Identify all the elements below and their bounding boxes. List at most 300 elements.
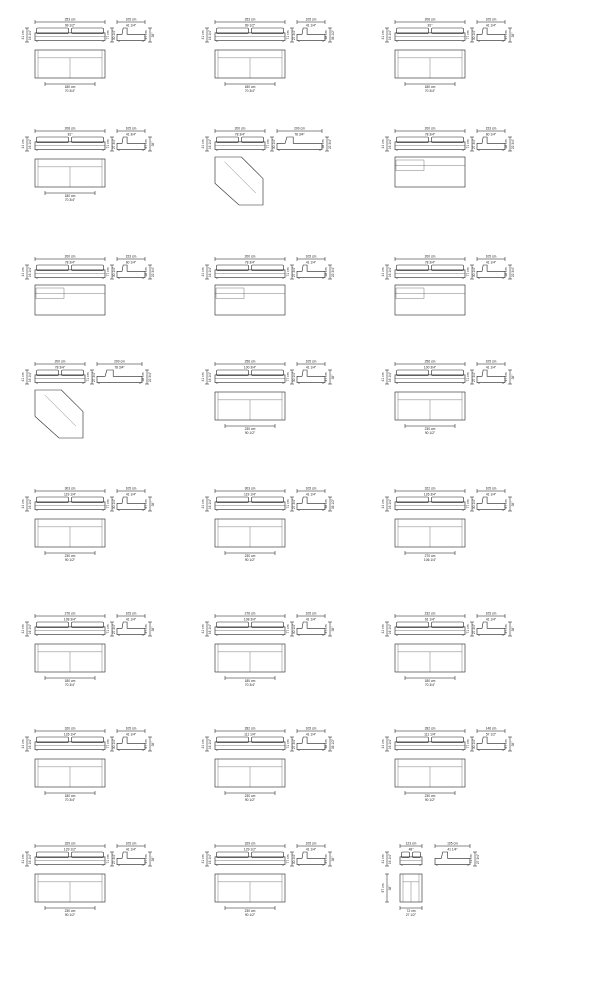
- dimension-label: 38 1/2": [331, 29, 335, 41]
- dimension-label: 27 3/4": [292, 29, 296, 41]
- dimension-label: 153 cm: [125, 254, 137, 259]
- dimension-label: 16 1/4": [388, 738, 392, 750]
- dimension-label: 71 cm: [106, 139, 110, 149]
- dimension-label: 27 3/4": [112, 853, 116, 865]
- dimension-label: 41 cm: [381, 139, 385, 149]
- dimension-label: 27 3/4": [472, 623, 476, 635]
- dimension-label: 108 3/4": [63, 617, 77, 622]
- dimension-label: 41 cm: [21, 624, 25, 634]
- dimension-label: 78 3/4": [54, 365, 66, 370]
- dimension-label: 27 3/4": [472, 138, 476, 150]
- sofa-side-profile: [477, 137, 505, 150]
- dimension-label: 71 cm: [86, 372, 90, 382]
- dimension-label: 16 1/4": [208, 738, 212, 750]
- dimension-label: 98 cm: [324, 30, 328, 40]
- dimension-label: 16 1/4": [28, 138, 32, 150]
- dimension-label: 77 cm: [106, 739, 110, 749]
- dimension-label: 123 cm: [405, 841, 417, 846]
- dimension-label: 38": [388, 885, 392, 891]
- dimension-label: 72 cm: [406, 909, 416, 913]
- dimension-label: 22 3/4": [331, 266, 335, 278]
- dimension-label: 146 cm: [485, 726, 497, 731]
- dimension-label: 78 3/4": [234, 132, 246, 137]
- dimension-label: 41 1/4": [485, 23, 497, 28]
- dimension-label: 105 cm: [305, 486, 317, 491]
- dimension-label: 97 cm: [504, 372, 508, 382]
- dimension-label: 320 cm: [64, 726, 76, 731]
- dimension-label: 98 cm: [324, 499, 328, 509]
- dimension-label: 77 cm: [106, 499, 110, 509]
- dimension-label: 30 1/4": [472, 498, 476, 510]
- dimension-label: 200 cm: [64, 254, 76, 259]
- dimension-label: 78 3/4": [294, 132, 305, 137]
- sofa-configuration-1: [21, 18, 155, 94]
- dimension-label: 41 1/4": [125, 732, 137, 737]
- dimension-label: 30 1/4": [112, 29, 116, 41]
- dimension-label: 60 1/4": [125, 260, 137, 265]
- dimension-label: 270 cm: [424, 554, 436, 558]
- dimension-label: 41 cm: [381, 624, 385, 634]
- sofa-side-profile: [297, 737, 325, 750]
- dimension-label: 41 1/4": [485, 617, 497, 622]
- dimension-label: 41 cm: [381, 499, 385, 509]
- dimension-label: 105 cm: [305, 254, 317, 259]
- dimension-label: 41 1/4": [305, 260, 317, 265]
- dimension-label: 16 1/4": [388, 853, 392, 865]
- dimension-label: 41 cm: [201, 624, 205, 634]
- sofa-side-profile: [297, 28, 325, 41]
- dimension-label: 70 3/4": [244, 89, 256, 93]
- dimension-label: 27 3/4": [92, 371, 96, 383]
- dimension-label: 38": [511, 32, 515, 38]
- dimension-label: 38": [331, 626, 335, 632]
- sofa-configuration-10: [21, 360, 152, 439]
- dimension-label: 71 cm: [286, 499, 290, 509]
- dimension-label: 180 cm: [64, 85, 76, 89]
- dimension-label: 180 cm: [64, 194, 76, 198]
- dimension-label: 41 cm: [21, 372, 25, 382]
- dimension-label: 90 1/2": [64, 558, 76, 562]
- sofa-configuration-4: [21, 127, 155, 203]
- dimension-label: 180 cm: [424, 85, 436, 89]
- dimension-label: 77 cm: [466, 267, 470, 277]
- dimension-label: 276 cm: [64, 611, 76, 616]
- dimension-label: 70 3/4": [424, 89, 436, 93]
- dimension-label: 230 cm: [244, 554, 256, 558]
- dimension-label: 70 3/4": [64, 798, 76, 802]
- dimension-label: 41 1/4": [125, 23, 137, 28]
- dimension-label: 230 cm: [244, 794, 256, 798]
- dimension-label: 97 cm: [504, 624, 508, 634]
- sofa-configuration-11: [201, 360, 335, 436]
- dimension-label: 200 cm: [54, 359, 66, 364]
- sofa-side-profile: [297, 852, 325, 865]
- dimension-label: 126 1/4": [63, 732, 77, 737]
- sofa-side-profile: [97, 370, 142, 383]
- dimension-label: 100 3/4": [243, 365, 257, 370]
- dimension-label: 200 cm: [424, 254, 436, 259]
- dimension-label: 41 cm: [381, 854, 385, 864]
- dimension-label: 71 cm: [466, 624, 470, 634]
- dimension-label: 282 cm: [244, 726, 256, 731]
- dimension-label: 71 cm: [466, 372, 470, 382]
- sofa-configuration-18: [381, 612, 515, 688]
- dimension-label: 105 cm: [485, 486, 497, 491]
- dimension-label: 58 cm: [504, 267, 508, 277]
- corner-sofa-plan: [35, 390, 83, 438]
- dimension-label: 71 cm: [286, 30, 290, 40]
- dimension-label: 105 cm: [305, 359, 317, 364]
- dimension-label: 90 1/2": [244, 431, 256, 435]
- chaise-plan-outline: [395, 285, 465, 315]
- dimension-label: 41 1/4": [125, 492, 137, 497]
- chaise-plan-outline: [395, 157, 465, 187]
- dimension-label: 97 cm: [144, 624, 148, 634]
- sofa-configuration-15: [381, 487, 515, 563]
- dimension-label: 16 1/4": [28, 266, 32, 278]
- dimension-label: 77 cm: [266, 139, 270, 149]
- dimension-label: 16 1/4": [208, 623, 212, 635]
- dimension-label: 41 cm: [201, 739, 205, 749]
- dimension-label: 16 1/4": [208, 498, 212, 510]
- dimension-label: 71 cm: [466, 139, 470, 149]
- dimension-label: 97 cm: [144, 499, 148, 509]
- dimension-label: 81": [427, 23, 433, 28]
- dimension-label: 27 3/4": [476, 853, 480, 865]
- dimension-label: 77 cm: [106, 267, 110, 277]
- dimension-label: 230 cm: [244, 427, 256, 431]
- sofa-configuration-16: [21, 612, 155, 688]
- sofa-configuration-6: [381, 127, 515, 188]
- dimension-label: 129 1/2": [63, 847, 77, 852]
- sofa-configuration-23: [201, 842, 335, 918]
- dimension-label: 38": [511, 741, 515, 747]
- dimension-label: 58 cm: [141, 372, 145, 382]
- dimension-label: 38": [511, 501, 515, 507]
- dimension-label: 58 cm: [504, 139, 508, 149]
- dimension-label: 253 cm: [244, 17, 256, 22]
- sofa-side-profile: [477, 622, 505, 635]
- dimension-label: 105 cm: [125, 841, 137, 846]
- dimension-label: 230 cm: [424, 427, 436, 431]
- chaise-plan-outline: [215, 285, 285, 315]
- dimension-label: 106 1/4": [423, 558, 437, 562]
- dimension-label: 180 cm: [64, 679, 76, 683]
- dimension-label: 303 cm: [244, 486, 256, 491]
- dimension-label: 41 1/4": [125, 847, 137, 852]
- dimension-label: 97 cm: [504, 30, 508, 40]
- chaise-plan-outline: [35, 285, 105, 315]
- dimension-label: 97 cm: [144, 739, 148, 749]
- dimension-label: 16 1/4": [388, 138, 392, 150]
- dimension-label: 329 cm: [64, 841, 76, 846]
- dimension-label: 91 1/4": [424, 617, 436, 622]
- dimension-label: 22 3/4": [151, 266, 155, 278]
- dimension-label: 41 cm: [201, 267, 205, 277]
- dimension-label: 105 cm: [305, 17, 317, 22]
- dimension-label: 41 1/4": [485, 365, 497, 370]
- dimension-label: 58 cm: [144, 267, 148, 277]
- dimension-label: 230 cm: [64, 909, 76, 913]
- dimension-label: 41 1/4": [485, 260, 497, 265]
- dimension-label: 105 cm: [125, 126, 137, 131]
- dimension-label: 30 1/4": [272, 138, 276, 150]
- sofa-side-profile: [477, 370, 505, 383]
- dimension-label: 200 cm: [294, 126, 305, 131]
- dimension-label: 71 cm: [286, 267, 290, 277]
- dimension-label: 90 1/2": [244, 558, 256, 562]
- dimension-label: 200 cm: [244, 254, 256, 259]
- dimension-label: 41 1/4": [305, 23, 317, 28]
- dimension-label: 16 1/4": [208, 853, 212, 865]
- dimension-label: 100 3/4": [423, 365, 437, 370]
- dimension-label: 90 1/2": [244, 913, 256, 917]
- dimension-label: 41 1/4": [125, 617, 137, 622]
- dimension-label: 60 1/4": [485, 132, 497, 137]
- sofa-configuration-9: [381, 255, 515, 316]
- dimension-label: 97 cm: [144, 854, 148, 864]
- sofa-configuration-20: [201, 727, 335, 803]
- dimension-label: 97 cm: [504, 739, 508, 749]
- dimension-label: 16 1/4": [28, 29, 32, 41]
- corner-sofa-plan: [215, 157, 263, 205]
- dimension-label: 71 cm: [106, 854, 110, 864]
- dimension-label: 41 1/4": [447, 847, 458, 852]
- dimension-label: 99 1/2": [244, 23, 256, 28]
- dimension-label: 71 cm: [286, 739, 290, 749]
- dimension-label: 38": [331, 374, 335, 380]
- dimension-label: 30 1/4": [112, 498, 116, 510]
- dimension-label: 41 cm: [381, 739, 385, 749]
- dimension-label: 78 3/4": [424, 132, 436, 137]
- dimension-label: 90 1/2": [424, 431, 436, 435]
- dimension-label: 200 cm: [114, 359, 125, 364]
- dimension-label: 27 3/4": [112, 623, 116, 635]
- dimension-label: 38": [151, 501, 155, 507]
- dimension-label: 90 1/2": [244, 798, 256, 802]
- dimension-label: 70 3/4": [64, 198, 76, 202]
- dimension-label: 111 1/4": [424, 732, 436, 737]
- dimension-label: 99 1/2": [64, 23, 76, 28]
- sofa-side-profile: [297, 370, 325, 383]
- sofa-configuration-14: [201, 487, 335, 563]
- dimension-label: 27 3/4": [472, 371, 476, 383]
- dimension-label: 180 cm: [64, 794, 76, 798]
- dimension-label: 16 1/4": [28, 371, 32, 383]
- sofa-side-profile: [117, 497, 145, 510]
- dimension-label: 230 cm: [424, 794, 436, 798]
- sofa-side-profile: [117, 137, 145, 150]
- sofa-configuration-5: [201, 127, 332, 206]
- sofa-configuration-7: [21, 255, 155, 316]
- dimension-label: 41 1/4": [305, 365, 317, 370]
- sofa-side-profile: [297, 497, 325, 510]
- dimension-label: 41 cm: [381, 30, 385, 40]
- dimension-label: 322 cm: [424, 486, 436, 491]
- dimension-label: 256 cm: [424, 359, 436, 364]
- sofa-configuration-21: [381, 727, 515, 803]
- dimension-label: 27 3/4": [292, 738, 296, 750]
- dimension-label: 71 cm: [106, 624, 110, 634]
- dimension-label: 105 cm: [485, 611, 497, 616]
- sofa-side-profile: [117, 622, 145, 635]
- dimension-label: 41 1/4": [305, 617, 317, 622]
- dimension-label: 16 1/4": [28, 853, 32, 865]
- dimension-label: 97 cm: [504, 499, 508, 509]
- dimension-label: 180 cm: [424, 679, 436, 683]
- dimension-label: 30 1/4": [292, 623, 296, 635]
- dimension-label: 256 cm: [244, 359, 256, 364]
- dimension-label: 329 cm: [244, 841, 256, 846]
- dimension-label: 16 1/4": [208, 29, 212, 41]
- dimension-label: 30 1/4": [472, 738, 476, 750]
- dimension-label: 153 cm: [485, 126, 497, 131]
- dimension-label: 105 cm: [485, 359, 497, 364]
- dimension-label: 77 cm: [286, 372, 290, 382]
- sofa-side-profile: [477, 497, 505, 510]
- dimension-label: 41 cm: [21, 139, 25, 149]
- dimension-label: 16 1/4": [28, 738, 32, 750]
- dimension-label: 16 1/4": [208, 138, 212, 150]
- sofa-configuration-8: [201, 255, 335, 316]
- dimension-label: 105 cm: [485, 17, 497, 22]
- dimension-label: 38": [331, 856, 335, 862]
- sofa-configuration-24: [381, 842, 480, 918]
- dimension-label: 22 3/4": [511, 266, 515, 278]
- dimension-label: 105 cm: [447, 841, 458, 846]
- dimension-label: 303 cm: [64, 486, 76, 491]
- dimension-label: 90 1/2": [424, 798, 436, 802]
- dimension-label: 77 cm: [286, 624, 290, 634]
- dimension-label: 105 cm: [125, 17, 137, 22]
- dimension-label: 105 cm: [125, 726, 137, 731]
- sofa-side-profile: [297, 622, 325, 635]
- sofa-side-profile: [435, 852, 470, 865]
- dimension-label: 27 1/2": [405, 913, 417, 917]
- dimension-label: 180 cm: [244, 85, 256, 89]
- dimension-label: 30 1/4": [472, 266, 476, 278]
- dimension-label: 105 cm: [125, 611, 137, 616]
- dimension-label: 97 cm: [324, 624, 328, 634]
- dimension-label: 16 1/4": [388, 371, 392, 383]
- dimension-label: 38": [151, 626, 155, 632]
- dimension-label: 97 cm: [381, 883, 385, 893]
- dimension-label: 41 cm: [21, 854, 25, 864]
- dimension-label: 41 cm: [201, 854, 205, 864]
- dimension-label: 41 1/4": [305, 847, 317, 852]
- dimension-label: 70 3/4": [64, 683, 76, 687]
- dimension-label: 78 3/4": [64, 260, 76, 265]
- sofa-side-profile: [477, 265, 505, 278]
- dimension-label: 38 1/2": [331, 498, 335, 510]
- dimension-label: 208 cm: [64, 126, 76, 131]
- dimension-label: 38": [511, 626, 515, 632]
- dimension-label: 41 cm: [201, 30, 205, 40]
- dimension-label: 70 3/4": [424, 683, 436, 687]
- dimension-label: 30 1/4": [472, 29, 476, 41]
- dimension-label: 200 cm: [424, 126, 436, 131]
- dimension-label: 232 cm: [424, 611, 436, 616]
- dimension-label: 230 cm: [244, 909, 256, 913]
- sofa-configuration-12: [381, 360, 515, 436]
- dimension-label: 38": [151, 856, 155, 862]
- dimension-label: 180 cm: [244, 679, 256, 683]
- sofa-side-profile: [477, 737, 505, 750]
- dimension-label: 105 cm: [305, 611, 317, 616]
- dimension-label: 77 cm: [466, 499, 470, 509]
- sofa-side-profile: [477, 28, 505, 41]
- dimension-label: 16 1/4": [28, 623, 32, 635]
- sofa-configuration-17: [201, 612, 335, 688]
- dimension-label: 41 cm: [21, 267, 25, 277]
- dimension-label: 119 1/4": [244, 492, 256, 497]
- dimension-label: 41 cm: [381, 267, 385, 277]
- dimension-label: 16 1/4": [388, 29, 392, 41]
- dimension-label: 41 1/4": [305, 492, 317, 497]
- dimension-label: 111 1/4": [244, 732, 256, 737]
- dimension-label: 41 3/4": [125, 132, 137, 137]
- dimension-label: 16 1/4": [388, 266, 392, 278]
- dimension-label: 98 cm: [324, 739, 328, 749]
- dimension-label: 119 1/4": [64, 492, 76, 497]
- sofa-side-profile: [117, 265, 145, 278]
- sofa-side-profile: [297, 265, 325, 278]
- dimension-label: 41 cm: [21, 739, 25, 749]
- sofa-configuration-2: [201, 18, 335, 94]
- dimension-label: 38": [151, 32, 155, 38]
- dimension-label: 71 cm: [469, 854, 473, 864]
- dimension-label: 253 cm: [64, 17, 76, 22]
- dimension-label: 16 1/4": [208, 371, 212, 383]
- dimension-label: 22 3/4": [148, 371, 152, 383]
- sofa-side-profile: [277, 137, 322, 150]
- dimension-label: 77 cm: [106, 30, 110, 40]
- dimension-label: 200 cm: [234, 126, 246, 131]
- dimension-label: 78 3/4": [244, 260, 256, 265]
- dimension-label: 230 cm: [64, 554, 76, 558]
- dimension-label: 27 3/4": [112, 138, 116, 150]
- dimension-label: 38": [151, 741, 155, 747]
- dimension-label: 41 1/4": [485, 492, 497, 497]
- dimension-label: 78 3/4": [424, 260, 436, 265]
- dimension-label: 30 1/4": [292, 853, 296, 865]
- dimension-label: 38 1/2": [331, 738, 335, 750]
- dimension-label: 97 cm: [144, 30, 148, 40]
- dimension-label: 129 1/2": [243, 847, 257, 852]
- sofa-side-profile: [117, 852, 145, 865]
- sofa-configuration-3: [381, 18, 515, 94]
- dimension-label: 97 cm: [324, 372, 328, 382]
- dimension-label: 41 cm: [201, 372, 205, 382]
- sofa-configuration-13: [21, 487, 155, 563]
- dimension-label: 70 3/4": [244, 683, 256, 687]
- dimension-label: 41 cm: [21, 499, 25, 509]
- dimension-label: 41 cm: [201, 139, 205, 149]
- dimension-label: 41 cm: [201, 499, 205, 509]
- dimension-label: 105 cm: [305, 726, 317, 731]
- dimension-label: 105 cm: [125, 486, 137, 491]
- dimension-label: 57 1/2": [485, 732, 497, 737]
- dimension-label: 276 cm: [244, 611, 256, 616]
- dimension-label: 48": [408, 847, 414, 852]
- dimension-label: 108 3/4": [243, 617, 257, 622]
- sofa-side-profile: [117, 28, 145, 41]
- sofa-configuration-22: [21, 842, 155, 918]
- dimension-label: 105 cm: [305, 841, 317, 846]
- dimension-label: 16 1/4": [28, 498, 32, 510]
- dimension-label: 77 cm: [466, 739, 470, 749]
- dimension-label: 90 1/2": [64, 913, 76, 917]
